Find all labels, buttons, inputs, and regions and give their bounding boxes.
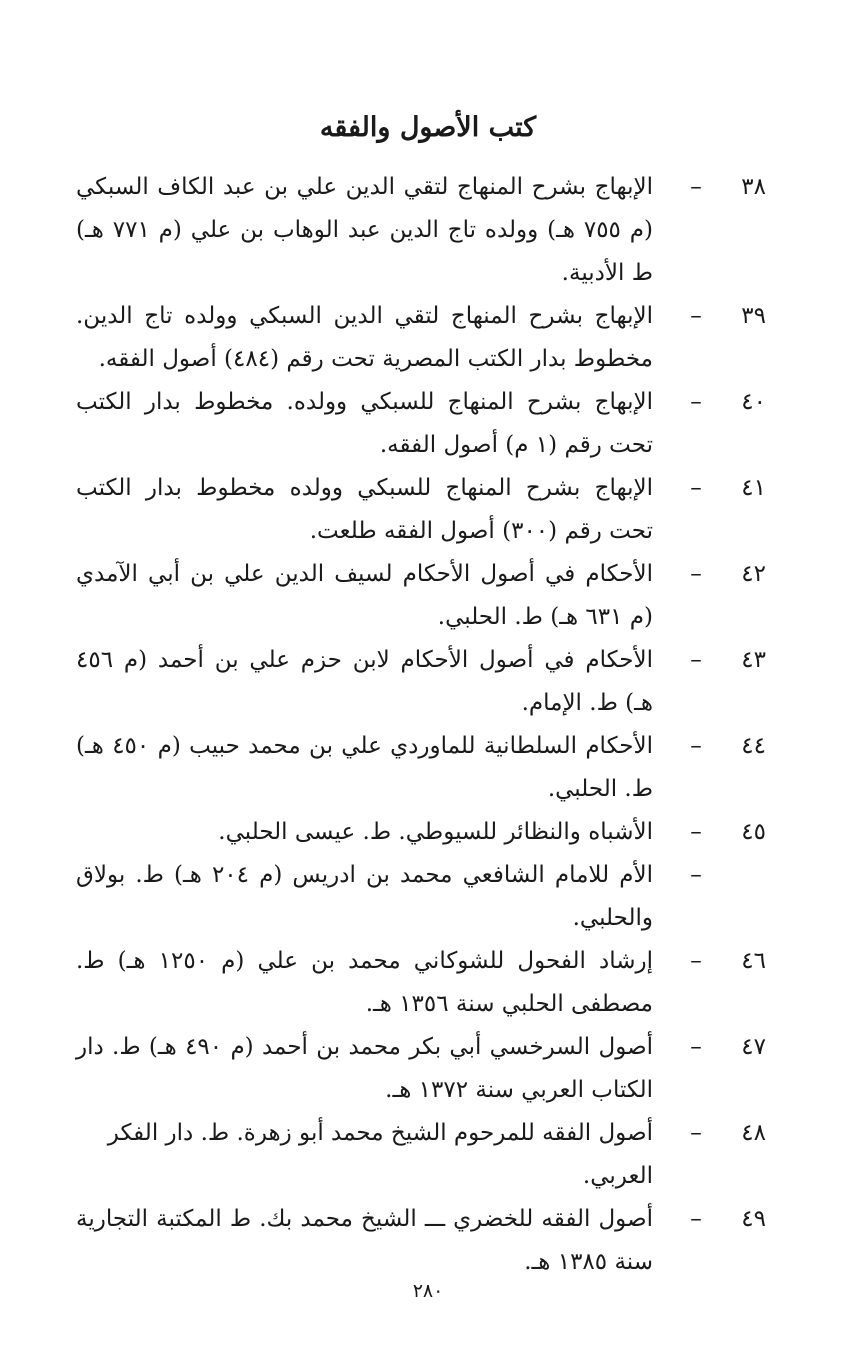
entry-number: ٤٩ — [741, 1206, 766, 1232]
entry-dash: – — [690, 174, 702, 200]
entry-number: ٤٣ — [741, 647, 766, 673]
entry-dash: – — [690, 1120, 702, 1146]
entry-text: الإبهاج بشرح المنهاج للسبكي وولده مخطوط بدار الكتب تحت رقم (٣٠٠) أصول الفقه طلعت. — [76, 475, 653, 544]
entry-dash: – — [690, 647, 702, 673]
entry-number: ٣٨ — [741, 174, 766, 200]
entry-number: ٤٧ — [741, 1034, 766, 1060]
bibliography-entry — [0, 295, 856, 381]
bibliography-entry — [0, 811, 856, 854]
bibliography-entry — [0, 166, 856, 295]
entry-number: ٤٥ — [741, 819, 766, 845]
bibliography-entry — [0, 1198, 856, 1284]
entry-dash: – — [690, 1034, 702, 1060]
entry-number: ٤١ — [741, 475, 766, 501]
entry-text: الإبهاج بشرح المنهاج للسبكي وولده. مخطوط بدار الكتب تحت رقم (١ م) أصول الفقه. — [76, 389, 653, 458]
bibliography-entry — [0, 940, 856, 1026]
section-title: كتب الأصول والفقه — [319, 112, 537, 143]
entry-dash: – — [690, 948, 702, 974]
entry-text: الإبهاج بشرح المنهاج لتقي الدين علي بن عبد الكاف السبكي (م ٧٥٥ هـ) وولده تاج الدين عبد الوهاب بن علي (م ٧٧١ هـ) ط الأدبية. — [76, 174, 653, 286]
entry-text: الأشباه والنظائر للسيوطي. ط. عيسى الحلبي. — [218, 819, 653, 845]
entry-text: الأحكام في أصول الأحكام لابن حزم علي بن أحمد (م ٤٥٦ هـ) ط. الإمام. — [76, 647, 653, 716]
bibliography-entry — [0, 639, 856, 725]
entry-number: ٤٢ — [741, 561, 766, 587]
entry-dash: – — [690, 389, 702, 415]
entry-text: أصول السرخسي أبي بكر محمد بن أحمد (م ٤٩٠ هـ) ط. دار الكتاب العربي سنة ١٣٧٢ هـ. — [76, 1034, 653, 1103]
entry-dash: – — [690, 561, 702, 587]
entry-number: ٤٤ — [741, 733, 766, 759]
entry-number: ٤٨ — [741, 1120, 766, 1146]
entry-text: إرشاد الفحول للشوكاني محمد بن علي (م ١٢٥٠ هـ) ط. مصطفى الحلبي سنة ١٣٥٦ هـ. — [76, 948, 654, 1017]
entry-dash: – — [690, 862, 702, 888]
entry-dash: – — [690, 733, 702, 759]
bibliography-entry — [0, 381, 856, 467]
entry-text: الأم للامام الشافعي محمد بن ادريس (م ٢٠٤ هـ) ط. بولاق والحلبي. — [76, 862, 654, 931]
bibliography-entry — [0, 1112, 856, 1198]
bibliography-entry — [0, 854, 856, 940]
bibliography-entry — [0, 553, 856, 639]
entry-text: الأحكام السلطانية للماوردي علي بن محمد حبيب (م ٤٥٠ هـ) ط. الحلبي. — [76, 733, 653, 802]
bibliography-entry — [0, 1026, 856, 1112]
entry-text: أصول الفقه للمرحوم الشيخ محمد أبو زهرة. ط. دار الفكر العربي. — [107, 1120, 653, 1189]
entry-dash: – — [690, 303, 702, 329]
page-number: ٢٨٠ — [412, 1280, 444, 1302]
entry-number: ٤٦ — [741, 948, 766, 974]
entry-text: أصول الفقه للخضري ـــ الشيخ محمد بك. ط المكتبة التجارية سنة ١٣٨٥ هـ. — [76, 1206, 653, 1275]
entry-text: الإبهاج بشرح المنهاج لتقي الدين السبكي وولده تاج الدين. مخطوط بدار الكتب المصرية تحت رقم (٤٨٤) أصول الفقه. — [76, 303, 653, 372]
entry-text: الأحكام في أصول الأحكام لسيف الدين علي بن أبي الآمدي (م ٦٣١ هـ) ط. الحلبي. — [76, 561, 653, 630]
entry-dash: – — [690, 1206, 702, 1232]
entry-dash: – — [690, 475, 702, 501]
bibliography-list — [0, 166, 856, 1275]
entry-dash: – — [690, 819, 702, 845]
bibliography-entry — [0, 725, 856, 811]
entry-number: ٣٩ — [741, 303, 766, 329]
bibliography-entry — [0, 467, 856, 553]
entry-number: ٤٠ — [741, 389, 766, 415]
